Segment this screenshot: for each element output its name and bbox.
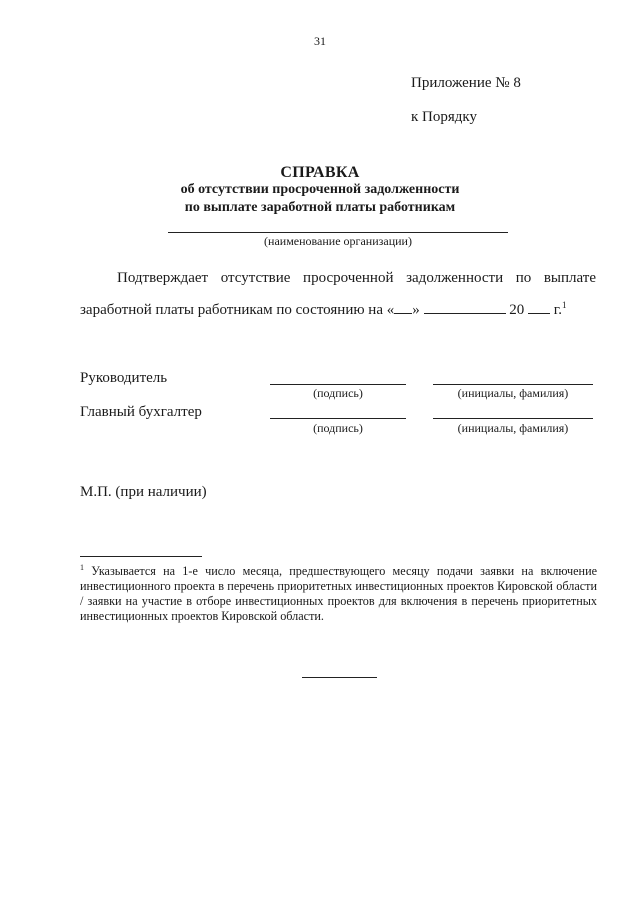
- signature-field-chief-accountant[interactable]: [270, 418, 406, 419]
- footnote: [80, 560, 597, 624]
- body-text-line-1: Подтверждает отсутствие просроченной задолженности по выплате: [117, 270, 596, 286]
- signature-caption: (подпись): [313, 421, 363, 435]
- name-caption: (инициалы, фамилия): [457, 421, 569, 435]
- year-prefix: 20: [505, 302, 525, 318]
- footnote-text: Указывается на 1-е число месяца, предшествующего месяцу подачи заявки на включение инвестиционного проекта в перечень приоритетных инвестиционных проектов Кировской области / заявки на участие в отборе инвестиционных проектов для включения в перечень приоритетных инвестиционных проектов Кировской области.: [80, 564, 597, 624]
- end-divider: [302, 677, 377, 678]
- name-caption: (инициалы, фамилия): [457, 386, 569, 400]
- footnote-reference: 1: [561, 300, 567, 310]
- footnote-divider: [80, 556, 202, 557]
- stamp-placeholder: М.П. (при наличии): [80, 484, 207, 500]
- organization-name-field[interactable]: [168, 232, 508, 233]
- month-field[interactable]: [424, 301, 506, 314]
- year-suffix: г.: [550, 302, 562, 318]
- document-subtitle-line-1: об отсутствии просроченной задолженности: [180, 182, 460, 197]
- document-subtitle-line-2: по выплате заработной платы работникам: [184, 200, 456, 215]
- signature-role-director: Руководитель: [80, 370, 168, 386]
- body-text-line-2: [80, 300, 566, 319]
- body-text-prefix: заработной платы работникам по состоянию на «: [80, 302, 395, 318]
- organization-caption: (наименование организации): [264, 234, 412, 248]
- appendix-reference: к Порядку: [411, 109, 477, 125]
- day-field[interactable]: [394, 301, 412, 314]
- name-field-director[interactable]: [433, 384, 593, 385]
- signature-field-director[interactable]: [270, 384, 406, 385]
- body-text-quote-close: »: [412, 302, 420, 318]
- page-number: 31: [314, 34, 326, 48]
- appendix-label: Приложение № 8: [411, 75, 521, 91]
- year-field[interactable]: [528, 301, 550, 314]
- document-title: СПРАВКА: [280, 164, 360, 181]
- signature-role-chief-accountant: Главный бухгалтер: [80, 404, 202, 420]
- name-field-chief-accountant[interactable]: [433, 418, 593, 419]
- footnote-marker: 1: [80, 563, 84, 572]
- signature-caption: (подпись): [313, 386, 363, 400]
